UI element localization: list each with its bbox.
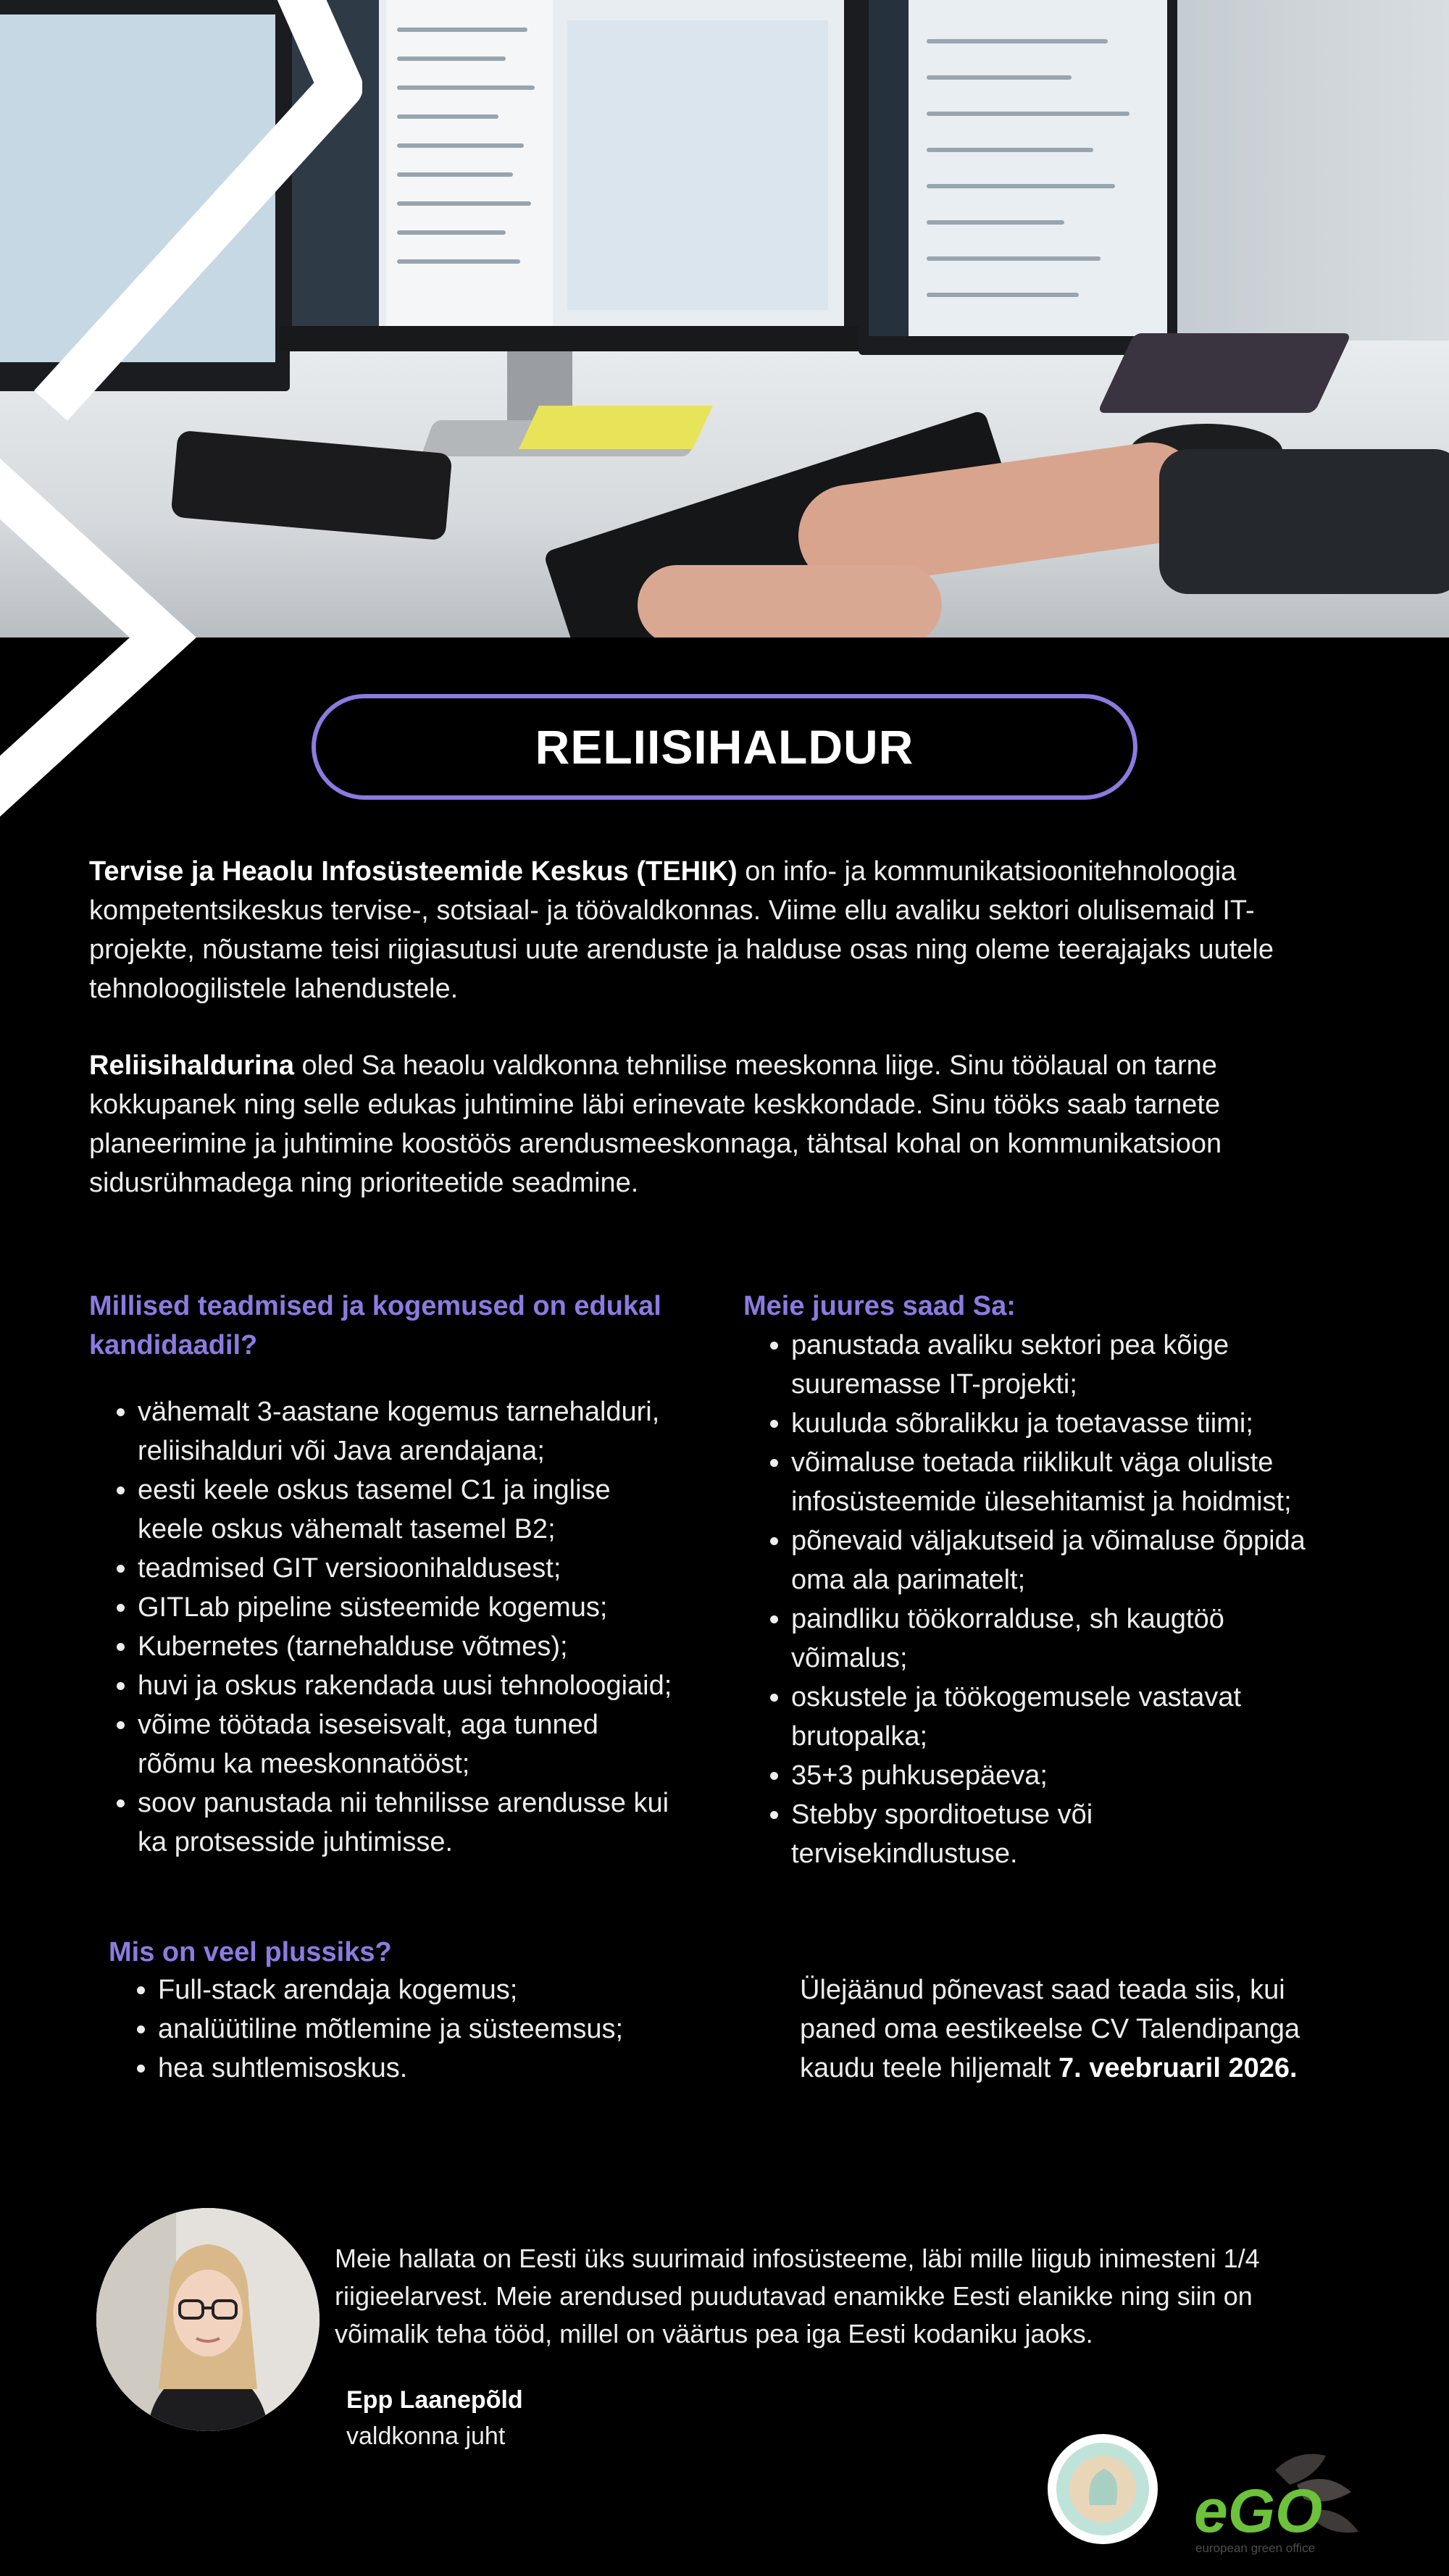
ego-tagline: european green office [1195, 2541, 1316, 2555]
requirements-heading: Millised teadmised ja kogemused on edukal kandidaadil? [89, 1291, 661, 1360]
requirement-item: • vähemalt 3-aastane kogemus tarnehalduri, reliisihalduri või Java arendajana; [138, 1392, 790, 1471]
pluses-heading: Mis on veel plussiks? [109, 1937, 392, 1967]
avatar [96, 2208, 320, 2431]
job-title: RELIISIHALDUR [312, 694, 1137, 800]
requirement-item: • teadmised GIT versioonihaldusest; [138, 1549, 790, 1588]
intro-paragraph: Tervise ja Heaolu Infosüsteemide Keskus (TEHIK) on info- ja kommunikatsioonitehnoloogia kompetentsikeskus tervise-, sotsiaal- ja töövaldkonnas. Viime ellu avaliku sektori olulisemaid IT- projekte, nõustame teisi riigiasutusi uute arenduste ja halduse osas ning oleme teerajajaks uutele tehnoloogilistele lahendustele. [89, 856, 1274, 1004]
tablet [1097, 333, 1351, 413]
center-monitor [279, 0, 859, 351]
benefits-list [743, 1326, 1443, 1873]
meaningful-employer-badge-icon [1046, 2433, 1159, 2546]
role-name: Reliisihaldurina [89, 1050, 294, 1081]
requirement-item: • soov panustada nii tehnilisse arendusse kui ka protsesside juhtimisse. [138, 1783, 790, 1862]
testimonial-name: Epp Laanepõld [346, 2386, 523, 2414]
benefit-item: • oskustele ja töökogemusele vastavat brutopalka; [791, 1678, 1443, 1756]
pluses-list [110, 1970, 810, 2088]
benefit-item: • Stebby sporditoetuse või tervisekindlustuse. [791, 1795, 1443, 1873]
benefit-item: • kuuluda sõbralikku ja toetavasse tiimi; [791, 1404, 1443, 1443]
benefits-heading: Meie juures saad Sa: [743, 1291, 1016, 1321]
plus-item: • analüütiline mõtlemine ja süsteemsus; [158, 2010, 810, 2049]
hero-photo [0, 0, 1449, 637]
ego-logo-icon [1188, 2441, 1369, 2557]
testimonial-quote: Meie hallata on Eesti üks suurimaid infosüsteeme, läbi mille liigub inimesteni 1/4 riigieelarvest. Meie arendused puudutavad enamikke Eesti elanikke ning siin on võimalik teha tööd, millel on väärtus pea iga Eesti kodaniku jaoks. [335, 2243, 1260, 2349]
requirement-item: • eesti keele oskus tasemel C1 ja inglise keele oskus vähemalt tasemel B2; [138, 1471, 790, 1549]
role-paragraph: Reliisihaldurina oled Sa heaolu valdkonna tehnilise meeskonna liige. Sinu töölaual on tarne kokkupanek ning selle edukas juhtimine läbi erinevate keskkondade. Sinu tööks saab tarnete planeerimine ja juhtimine koostöös arendusmeeskonnaga, tähtsal kohal on kommunikatsioon sidusrühmadega ning prioriteetide seadmine. [89, 1050, 1222, 1198]
plus-item: • Full-stack arendaja kogemus; [158, 1970, 810, 2010]
sticky-note [519, 406, 713, 449]
requirement-item: • Kubernetes (tarnehalduse võtmes); [138, 1627, 790, 1666]
left-monitor [0, 0, 290, 391]
requirements-list [90, 1392, 790, 1862]
benefit-item: • paindliku töökorralduse, sh kaugtöö võimalus; [791, 1599, 1443, 1678]
ego-logo-text: eGO [1194, 2477, 1323, 2545]
requirement-item: • võime töötada iseseisvalt, aga tunned rõõmu ka meeskonnatööst; [138, 1705, 790, 1783]
benefit-item: • panustada avaliku sektori pea kõige suuremasse IT-projekti; [791, 1326, 1443, 1404]
plus-item: • hea suhtlemisoskus. [158, 2049, 810, 2088]
right-monitor [859, 0, 1177, 355]
benefit-item: • võimaluse toetada riiklikult väga oluliste infosüsteemide ülesehitamist ja hoidmist; [791, 1443, 1443, 1521]
sleeve [1159, 449, 1449, 594]
closing-paragraph: Ülejäänud põnevast saad teada siis, kui paned oma eestikeelse CV Talendipanga kaudu teele hiljemalt 7. veebruaril 2026. [800, 1975, 1300, 2083]
org-name: Tervise ja Heaolu Infosüsteemide Keskus (TEHIK) [89, 856, 738, 887]
benefit-item: • põnevaid väljakutseid ja võimaluse õppida oma ala parimatelt; [791, 1521, 1443, 1599]
requirement-item: • huvi ja oskus rakendada uusi tehnoloogiaid; [138, 1666, 790, 1705]
benefit-item: • 35+3 puhkusepäeva; [791, 1756, 1443, 1795]
requirement-item: • GITLab pipeline süsteemide kogemus; [138, 1588, 790, 1627]
testimonial-role: valdkonna juht [346, 2422, 506, 2450]
deadline: 7. veebruaril 2026. [1058, 2053, 1298, 2083]
hand-left [638, 565, 942, 637]
